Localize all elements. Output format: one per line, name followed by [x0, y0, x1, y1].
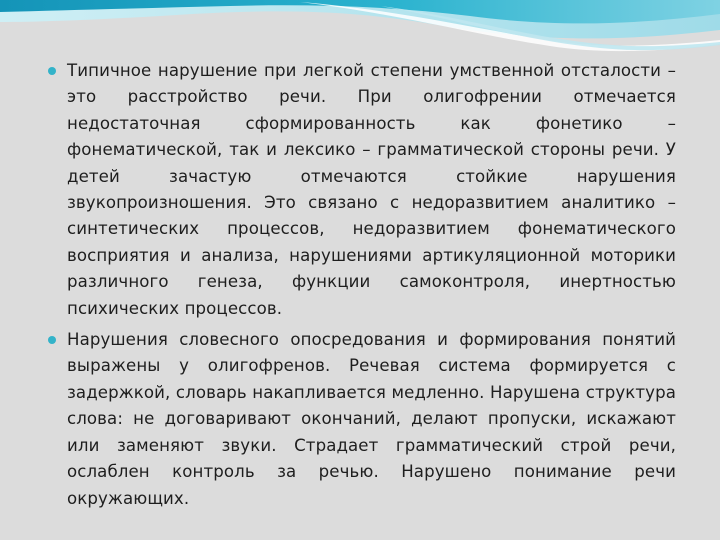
bullet-item-1	[48, 58, 676, 322]
bullet-text: Нарушения словесного опосредования и формирования понятий выражены у олигофренов. Речевая система формируется с задержкой, словарь накапливается медленно. Нарушена структура слова: не договаривают окончаний, делают пропуски, искажают или заменяют звуки. Страдает грамматический строй речи, ослаблен контроль за речью. Нарушено понимание речи окружающих.	[67, 330, 676, 508]
bullet-icon	[48, 67, 56, 75]
bullet-icon	[48, 336, 56, 344]
bullet-item-2	[48, 327, 676, 512]
bullet-list	[48, 58, 676, 517]
bullet-text: Типичное нарушение при легкой степени умственной отсталости – это расстройство речи. При олигофрении отмечается недостаточная сформированность как фонетико – фонематической, так и лексико – грамматической стороны речи. У детей зачастую отмечаются стойкие нарушения звукопроизношения. Это связано с недоразвитием аналитико – синтетических процессов, недоразвитием фонематического восприятия и анализа, нарушениями артикуляционной моторики различного генеза, функции самоконтроля, инертностью психических процессов.	[67, 61, 676, 318]
